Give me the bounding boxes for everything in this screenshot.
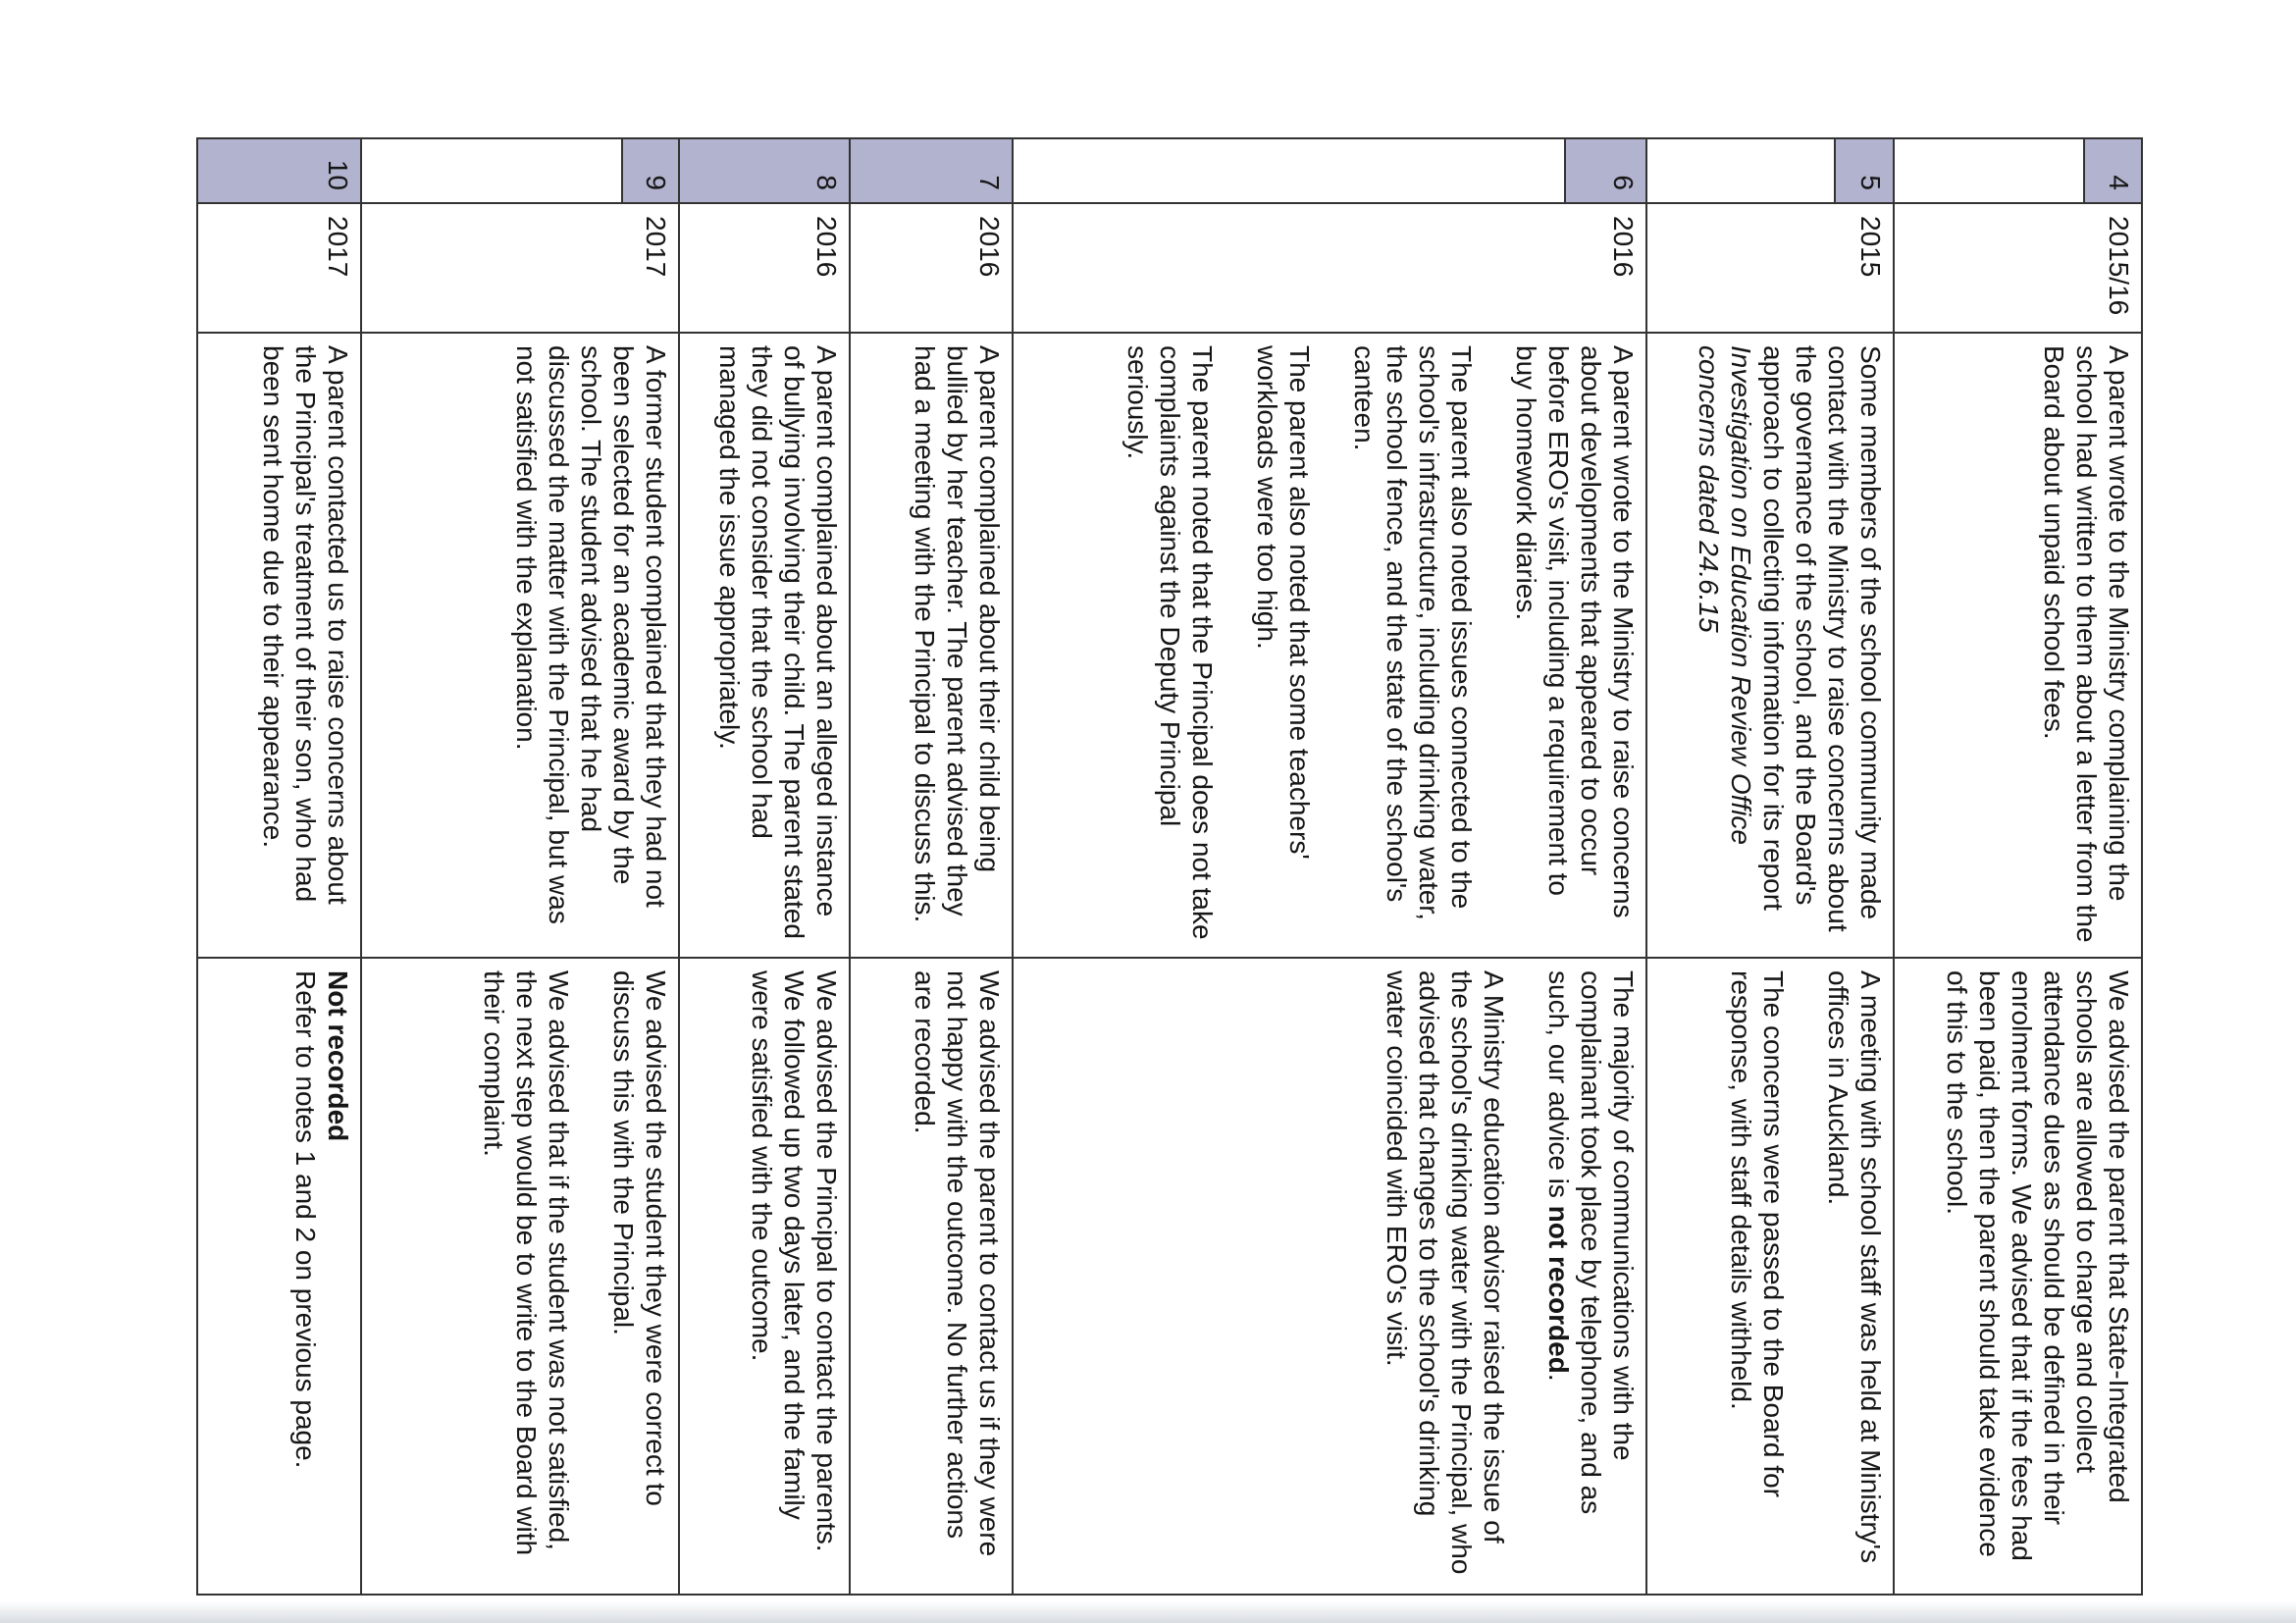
year-cell: 2015 xyxy=(1646,203,1895,333)
row-number: 8 xyxy=(679,138,850,203)
response-text: A meeting with school staff was held at Ministry's offices in Auckland. xyxy=(1823,970,1887,1563)
year-cell: 2016 xyxy=(1013,203,1646,333)
empty-cell xyxy=(1013,138,1565,203)
complaint-text: A parent wrote to the Ministry complaining the school had written to them about a letter from the Board about unpaid school fees. xyxy=(2039,345,2134,943)
row-number: 4 xyxy=(2084,138,2142,203)
complaint-text: The parent also noted issues connected to the school's infrastructure, including drinking water, the school fence, and the state of the school's canteen. xyxy=(1348,345,1477,920)
not-recorded-label: Not recorded xyxy=(322,970,353,1142)
rotated-document xyxy=(196,137,2143,1594)
response-cell xyxy=(361,958,679,1595)
scanner-edge xyxy=(0,1601,2296,1623)
row-number: 5 xyxy=(1835,138,1895,203)
response-cell xyxy=(679,958,850,1595)
response-text: We advised the parent to contact us if they were not happy with the outcome. No further actions are recorded. xyxy=(909,970,1005,1557)
complaint-text: The parent also noted that some teachers' workloads were too high. xyxy=(1251,345,1315,860)
row-number: 7 xyxy=(850,138,1013,203)
year-cell: 2017 xyxy=(197,203,361,333)
complaint-cell xyxy=(1894,333,2142,958)
response-cell xyxy=(1894,958,2142,1595)
response-cell xyxy=(197,958,361,1595)
response-text: We advised the student they were correct to discuss this with the Principal. xyxy=(608,970,672,1506)
response-cell xyxy=(1646,958,1895,1595)
complaint-cell xyxy=(197,333,361,958)
complaint-text: A parent complained about an alleged instance of bullying involving their child. The parent stated they did not consider that the school had managed the issue appropriately. xyxy=(714,345,843,939)
response-text: Refer to notes 1 and 2 on previous page. xyxy=(289,970,321,1469)
response-text: A Ministry education advisor raised the issue of the school's drinking water with the Principal, who advised that changes to the school's drinking water coincided with ERO's visit. xyxy=(1381,970,1509,1575)
report-title: Investigation on Education Review Office concerns dated 24.6.15 xyxy=(1694,345,1757,845)
table-row-header-6 xyxy=(1565,138,1646,1595)
response-cell xyxy=(1013,958,1646,1595)
empty-cell xyxy=(1646,138,1835,203)
complaints-table xyxy=(196,137,2143,1596)
table-row-10 xyxy=(197,138,361,1595)
response-text: We advised the parent that State-Integrated schools are allowed to charge and collect attendance dues as should be defined in their enrolment forms. We advised that if the fees had been paid, then the parent should take evidence of this to the school. xyxy=(1942,970,2134,1561)
complaint-text: The parent noted that the Principal does not take complaints against the Deputy Principal seriously. xyxy=(1122,345,1218,940)
year-cell: 2016 xyxy=(679,203,850,333)
row-number: 10 xyxy=(197,138,361,203)
complaint-text: A parent complained about their child being bullied by her teacher. The parent advised they had a meeting with the Principal to discuss this. xyxy=(909,345,1005,923)
complaint-text: Some members of the school community made contact with the Ministry to raise concerns about the governance of the school, and the Board's approach to collecting information for its report xyxy=(1758,345,1887,932)
table-row-header-9 xyxy=(622,138,679,1595)
response-text-end: . xyxy=(1542,1373,1574,1382)
response-cell xyxy=(850,958,1013,1595)
row-number: 6 xyxy=(1565,138,1646,203)
empty-cell xyxy=(361,138,622,203)
row-number: 9 xyxy=(622,138,679,203)
table-row-8 xyxy=(679,138,850,1595)
response-text: The concerns were passed to the Board for response, with staff details withheld. xyxy=(1726,970,1790,1497)
complaint-cell xyxy=(1646,333,1895,958)
response-text: We advised that if the student was not satisfied, the next step would be to write to the Board with their complaint. xyxy=(479,970,575,1556)
complaint-cell xyxy=(1013,333,1646,958)
complaint-text: A parent contacted us to raise concerns about the Principal's treatment of their son, who had been sent home due to their appearance. xyxy=(257,345,353,905)
not-recorded-label: not recorded xyxy=(1542,1205,1574,1374)
complaint-cell xyxy=(850,333,1013,958)
table-row-header-5 xyxy=(1835,138,1895,1595)
complaint-cell xyxy=(361,333,679,958)
year-cell: 2017 xyxy=(361,203,679,333)
table-row-7 xyxy=(850,138,1013,1595)
complaint-text: A parent wrote to the Ministry to raise concerns about developments that appeared to occur before ERO's visit, including a requirement to buy homework diaries. xyxy=(1510,345,1639,918)
response-text: We advised the Principal to contact the parents. We followed up two days later, and the family were satisfied with the outcome. xyxy=(747,970,843,1552)
empty-cell xyxy=(1894,138,2084,203)
year-cell: 2015/16 xyxy=(1894,203,2142,333)
table-row-header-4 xyxy=(2084,138,2142,1595)
response-text: The majority of communications with the complainant took place by telephone, and as such, our advice is xyxy=(1542,970,1639,1515)
year-cell: 2016 xyxy=(850,203,1013,333)
complaint-text: A former student complained that they had not been selected for an academic award by the school. The student advised that he had discussed the matter with the Principal, but was not satisfied with the explanation. xyxy=(511,345,672,924)
complaint-cell xyxy=(679,333,850,958)
